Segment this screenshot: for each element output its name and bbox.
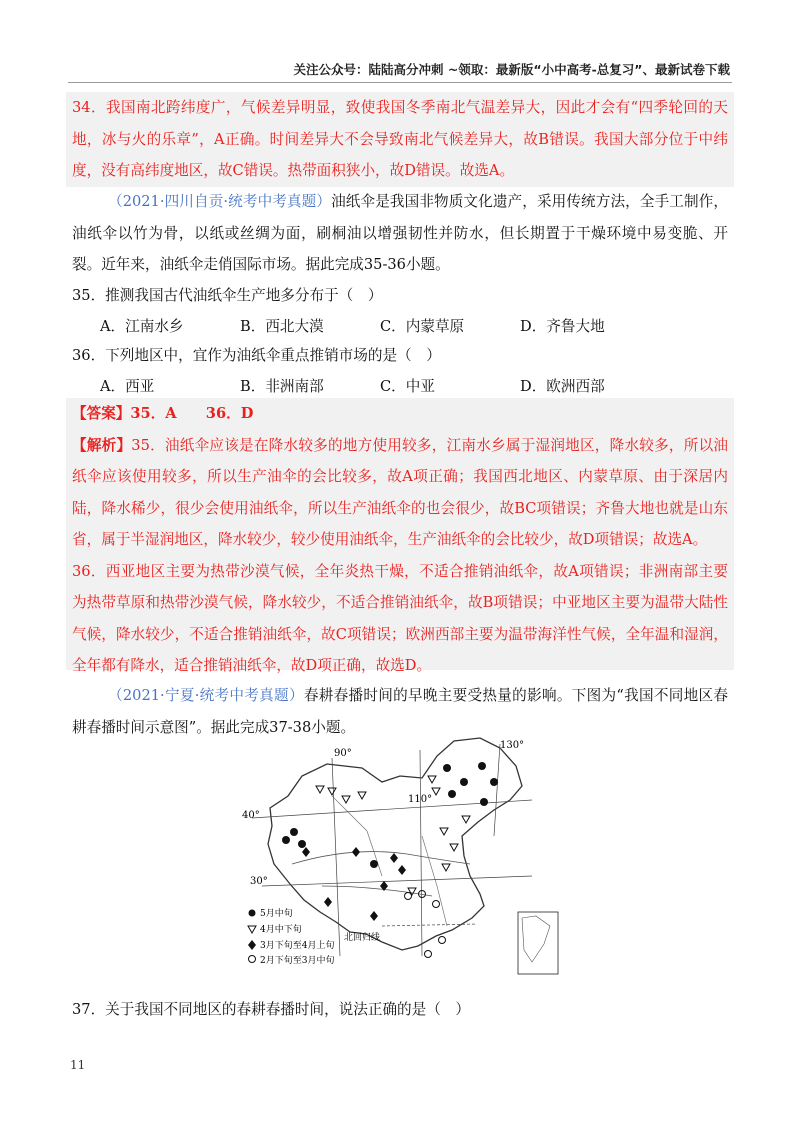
option-36-a: A．西亚 xyxy=(100,378,155,395)
legend-label-march: 3月下旬至4月上旬 xyxy=(260,941,335,951)
label-130: 130° xyxy=(500,740,525,751)
tropic-of-cancer xyxy=(382,924,477,926)
answer-line xyxy=(66,398,734,430)
header-divider xyxy=(68,82,732,83)
legend-label-may: 5月中旬 xyxy=(260,909,293,919)
markers-april-mid-late xyxy=(316,776,470,895)
question-37-stem: 37．关于我国不同地区的春耕春播时间，说法正确的是（ ） xyxy=(72,1001,471,1018)
question-36-stem: 36．下列地区中，宜作为油纸伞重点推销市场的是（ ） xyxy=(72,347,441,364)
label-30: 30° xyxy=(250,876,268,887)
legend-label-feb: 2月下旬至3月中旬 xyxy=(260,956,335,966)
option-36-b: B．非洲南部 xyxy=(240,378,324,395)
legend-marker-march xyxy=(248,940,256,950)
option-35-a: A．江南水乡 xyxy=(100,318,184,335)
south-china-sea-inset xyxy=(518,912,558,974)
option-36-d: D．欧洲西部 xyxy=(520,378,605,395)
analysis-35 xyxy=(66,430,734,556)
question-37 xyxy=(66,994,734,1025)
explanation-34-text: 34．我国南北跨纬度广，气候差异明显，致使我国冬季南北气温差异大，因此才会有“四季轮回的天地，冰与火的乐章”，A正确。时间差异大不会导致南北气候差异大，故B错误。我国大部分位于中纬度，没有高纬度地区，故C错误。热带面积狭小，故D错误。故选A。 xyxy=(72,99,728,179)
legend-marker-feb xyxy=(249,956,256,963)
analysis-36: 36．西亚地区主要为热带沙漠气候，全年炎热干燥，不适合推销油纸伞，故A项错误；非洲南部主要为热带草原和热带沙漠气候，降水较少，不适合推销油纸伞，故B项错误；中亚地区主要为温带大陆性气候，降水较少，不适合推销油纸伞，故C项错误；欧洲西部主要为温带海洋性气候，全年温和湿润，全年都有降水，适合推销油纸伞，故D项正确，故选D。 xyxy=(72,562,728,674)
meridian-110 xyxy=(420,750,422,956)
legend-marker-april xyxy=(248,926,256,933)
label-40: 40° xyxy=(242,810,260,821)
option-36-c: C．中亚 xyxy=(380,378,435,395)
question-35-stem: 35．推测我国古代油纸伞生产地多分布于（ ） xyxy=(72,287,383,304)
intro-35-36-text: 油纸伞是我国非物质文化遗产，采用传统方法，全手工制作，油纸伞以竹为骨，以纸或丝绸为面，刷桐油以增强韧性并防水，但长期置于干燥环境中易变脆、开裂。近年来，油纸伞走俏国际市场。据此完成35-36小题。 xyxy=(72,193,728,273)
legend-box xyxy=(248,907,334,966)
china-spring-sowing-map xyxy=(232,736,562,976)
question-36 xyxy=(66,340,734,402)
intro-35-36-source: （2021·四川自贡·统考中考真题） xyxy=(108,193,332,210)
answer-analysis-block xyxy=(66,398,734,674)
label-tropic: 北回归线 xyxy=(344,933,381,943)
intro-37-38-text: 春耕春播时间的早晚主要受热量的影响。下图为“我国不同地区春耕春播时间示意图”。据此完成37-38小题。 xyxy=(72,687,728,736)
answer-label: 【答案】 xyxy=(72,405,131,422)
option-35-d: D．齐鲁大地 xyxy=(520,318,605,335)
label-90: 90° xyxy=(334,748,352,759)
province-border xyxy=(292,852,470,864)
legend-label-april: 4月中下旬 xyxy=(260,925,302,935)
analysis-label: 【解析】 xyxy=(72,436,132,454)
intro-37-38 xyxy=(66,680,734,743)
china-outline xyxy=(268,738,525,950)
parallel-30 xyxy=(262,876,532,886)
legend-marker-may xyxy=(249,910,256,917)
option-35-c: C．内蒙草原 xyxy=(380,318,465,335)
map-graphic xyxy=(232,736,562,976)
analysis-35-text: 35．油纸伞应该是在降水较多的地方使用较多，江南水乡属于湿润地区，降水较多，所以油纸伞应该使用较多，所以生产油伞的会比较多，故A项正确；我国西北地区、内蒙草原、由于深居内陆，降水稀少，很少会使用油纸伞，所以生产油纸伞的也会很少，故BC项错误；齐鲁大地也就是山东省，属于半湿润地区，降水较少，较少使用油纸伞，生产油纸伞的会比较少，故D项错误；故选A。 xyxy=(72,436,728,548)
intro-35-36 xyxy=(66,186,734,281)
page-number: 11 xyxy=(70,1058,86,1072)
question-35 xyxy=(66,280,734,342)
province-border xyxy=(422,836,447,926)
meridian-130 xyxy=(494,744,500,836)
intro-37-38-source: （2021·宁夏·统考中考真题） xyxy=(108,687,304,704)
label-110: 110° xyxy=(408,794,433,805)
explanation-34 xyxy=(66,92,734,187)
page-header: 关注公众号：陆陆高分冲刺 ~领取：最新版“小中高考-总复习”、最新试卷下载 xyxy=(293,62,730,77)
parallel-40 xyxy=(252,800,532,818)
question-35-options xyxy=(66,311,734,342)
answer-text: 35．A 36．D xyxy=(130,405,254,422)
option-35-b: B．西北大漠 xyxy=(240,318,324,335)
